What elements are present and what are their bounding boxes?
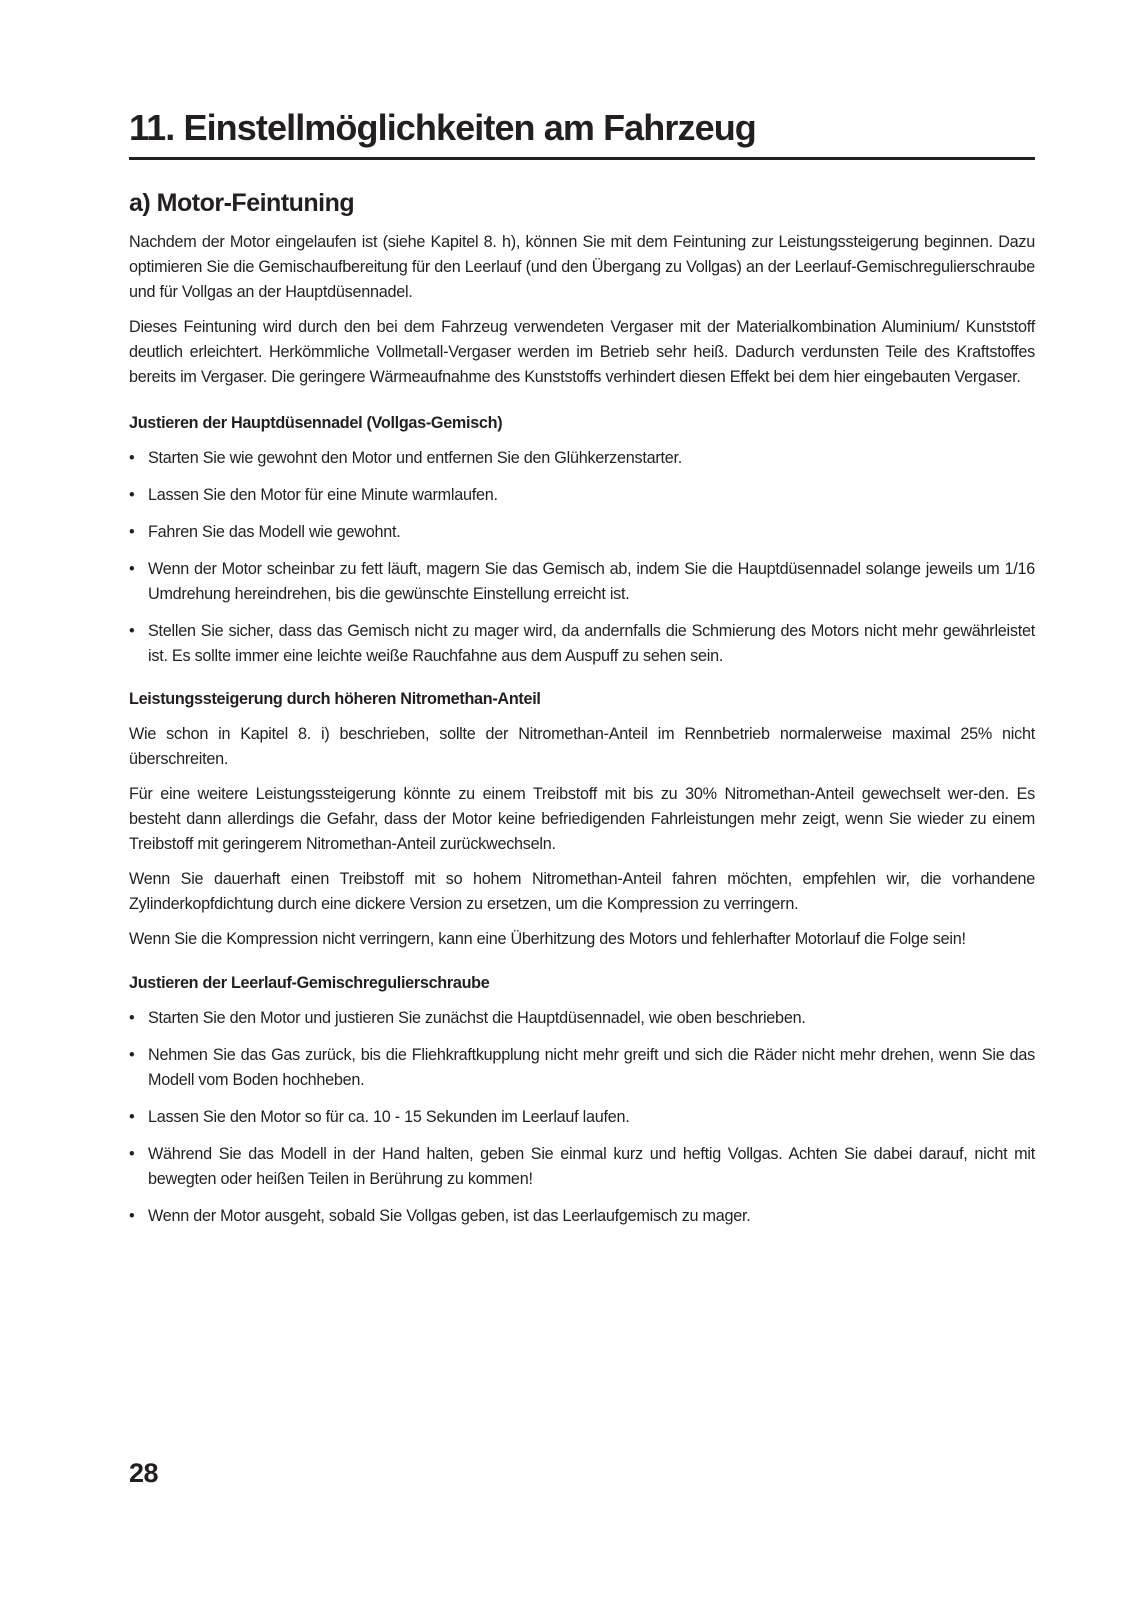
list-item-text: Starten Sie den Motor und justieren Sie zunächst die Hauptdüsennadel, wie oben beschrieben. <box>148 1009 806 1027</box>
paragraph: Wenn Sie dauerhaft einen Treibstoff mit so hohem Nitromethan-Anteil fahren möchten, empfehlen wir, die vorhandene Zylinderkopfdichtung durch eine dickere Version zu ersetzen, um die Kompression zu verringern. <box>129 870 1035 913</box>
intro-paragraph: Nachdem der Motor eingelaufen ist (siehe Kapitel 8. h), können Sie mit dem Feintuning zur Leistungssteigerung beginnen. Dazu optimieren Sie die Gemischaufbereitung für den Leerlauf (und den Übergang zu Vollgas) an der Leerlauf-Gemischregulierschraube und für Vollgas an der Hauptdüsennadel. <box>129 233 1035 301</box>
bullet-icon: • <box>129 1145 135 1163</box>
bullet-icon: • <box>129 622 135 640</box>
list-item-text: Fahren Sie das Modell wie gewohnt. <box>148 523 401 541</box>
bullet-icon: • <box>129 1009 135 1027</box>
page-number: 28 <box>129 1458 159 1488</box>
subheading-nitromethane: Leistungssteigerung durch höheren Nitromethan-Anteil <box>129 690 541 708</box>
bullet-icon: • <box>129 523 135 541</box>
list-item <box>129 1105 1035 1130</box>
list-item-text: Wenn der Motor scheinbar zu fett läuft, magern Sie das Gemisch ab, indem Sie die Hauptdüsennadel solange jeweils um 1/16 Umdrehung hereindrehen, bis die gewünschte Einstellung erreicht ist. <box>148 560 1035 603</box>
subheading-idle-screw: Justieren der Leerlauf-Gemischregulierschraube <box>129 974 490 992</box>
list-item-text: Stellen Sie sicher, dass das Gemisch nicht zu mager wird, da andernfalls die Schmierung des Motors nicht mehr gewährleistet ist. Es sollte immer eine leichte weiße Rauchfahne aus dem Auspuff zu sehen sein. <box>148 622 1035 665</box>
list-item <box>129 1043 1035 1093</box>
chapter-title: 11. Einstellmöglichkeiten am Fahrzeug <box>129 100 1035 160</box>
list-item <box>129 619 1035 669</box>
bullet-list-idle-screw <box>129 1006 1035 1229</box>
bullet-icon: • <box>129 1108 135 1126</box>
paragraph: Wie schon in Kapitel 8. i) beschrieben, sollte der Nitromethan-Anteil im Rennbetrieb normalerweise maximal 25% nicht überschreiten. <box>129 725 1035 768</box>
bullet-icon: • <box>129 1207 135 1225</box>
bullet-icon: • <box>129 486 135 504</box>
document-page <box>129 100 1035 1241</box>
paragraph: Für eine weitere Leistungssteigerung könnte zu einem Treibstoff mit bis zu 30% Nitromethan-Anteil gewechselt wer-den. Es besteht dann allerdings die Gefahr, dass der Motor keine befriedigenden Fahrleistungen mehr zeigt, wenn Sie wieder zu einem Treibstoff mit geringerem Nitromethan-Anteil zurückwechseln. <box>129 785 1035 853</box>
list-item <box>129 1006 1035 1031</box>
list-item-text: Starten Sie wie gewohnt den Motor und entfernen Sie den Glühkerzenstarter. <box>148 449 683 467</box>
section-title: a) Motor-Feintuning <box>129 189 355 217</box>
bullet-list-main-needle <box>129 446 1035 669</box>
list-item-text: Während Sie das Modell in der Hand halten, geben Sie einmal kurz und heftig Vollgas. Achten Sie dabei darauf, nicht mit bewegten oder heißen Teilen in Berührung zu kommen! <box>148 1145 1035 1188</box>
list-item <box>129 1142 1035 1192</box>
bullet-icon: • <box>129 1046 135 1064</box>
bullet-icon: • <box>129 560 135 578</box>
list-item <box>129 557 1035 607</box>
list-item-text: Lassen Sie den Motor für eine Minute warmlaufen. <box>148 486 498 504</box>
list-item-text: Lassen Sie den Motor so für ca. 10 - 15 Sekunden im Leerlauf laufen. <box>148 1108 630 1126</box>
intro-paragraph: Dieses Feintuning wird durch den bei dem Fahrzeug verwendeten Vergaser mit der Materialkombination Aluminium/ Kunststoff deutlich erleichtert. Herkömmliche Vollmetall-Vergaser werden im Betrieb sehr heiß. Dadurch verdunsten Teile des Kraftstoffes bereits im Vergaser. Die geringere Wärmeaufnahme des Kunststoffs verhindert diesen Effekt bei dem hier eingebauten Vergaser. <box>129 318 1035 386</box>
bullet-icon: • <box>129 449 135 467</box>
list-item <box>129 446 1035 471</box>
list-item <box>129 1204 1035 1229</box>
list-item-text: Wenn der Motor ausgeht, sobald Sie Vollgas geben, ist das Leerlaufgemisch zu mager. <box>148 1207 751 1225</box>
list-item-text: Nehmen Sie das Gas zurück, bis die Fliehkraftkupplung nicht mehr greift und sich die Räder nicht mehr drehen, wenn Sie das Modell vom Boden hochheben. <box>148 1046 1035 1089</box>
list-item <box>129 520 1035 545</box>
list-item <box>129 483 1035 508</box>
subheading-main-needle: Justieren der Hauptdüsennadel (Vollgas-Gemisch) <box>129 414 503 432</box>
paragraph: Wenn Sie die Kompression nicht verringern, kann eine Überhitzung des Motors und fehlerhafter Motorlauf die Folge sein! <box>129 930 966 948</box>
